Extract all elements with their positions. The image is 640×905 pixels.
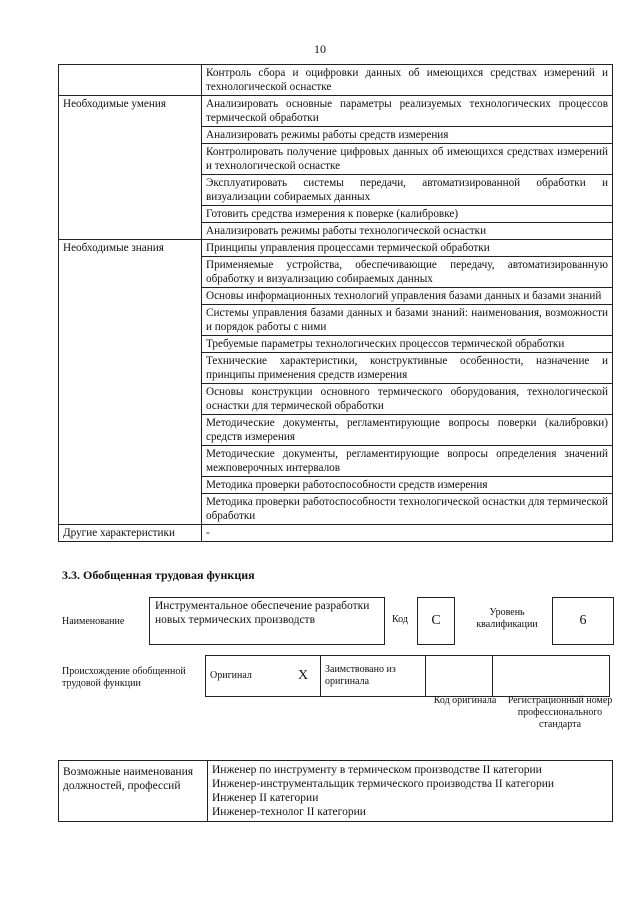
row-item: - bbox=[202, 525, 613, 542]
name-label: Наименование bbox=[62, 616, 125, 627]
original-mark: X bbox=[286, 656, 321, 697]
original-label: Оригинал bbox=[206, 656, 287, 697]
positions-label: Возможные наименования должностей, профессий bbox=[59, 761, 208, 822]
position-item: Инженер по инструменту в термическом производстве II категории bbox=[212, 764, 542, 776]
code-original-cell bbox=[426, 656, 493, 697]
reg-number-cell bbox=[493, 656, 610, 697]
row-item: Анализировать режимы работы технологической оснастки bbox=[202, 223, 613, 240]
reg-number-label: Регистрационный номер профессионального стандарта bbox=[507, 695, 613, 730]
positions-table bbox=[58, 760, 613, 822]
borrowed-label: Заимствовано из оригинала bbox=[321, 656, 426, 697]
row-item: Методика проверки работоспособности технологической оснастки для термической обработки bbox=[202, 494, 613, 525]
row-item: Контроль сбора и оцифровки данных об имеющихся средствах измерений и технологической оснастке bbox=[202, 65, 613, 96]
row-item: Основы информационных технологий управления базами данных и базами знаний bbox=[202, 288, 613, 305]
position-item: Инженер-технолог II категории bbox=[212, 806, 366, 818]
level-label: Уровень квалификации bbox=[476, 607, 538, 630]
row-item: Анализировать режимы работы средств измерения bbox=[202, 127, 613, 144]
position-item: Инженер-инструментальщик термического производства II категории bbox=[212, 778, 555, 790]
row-category: Другие характеристики bbox=[59, 525, 202, 542]
page-number: 10 bbox=[314, 42, 326, 56]
function-name-field: Инструментальное обеспечение разработки новых термических производств bbox=[149, 597, 385, 645]
row-item: Применяемые устройства, обеспечивающие передачу, автоматизированную обработку и визуализацию собираемых данных bbox=[202, 257, 613, 288]
table-row bbox=[59, 65, 613, 96]
code-original-label: Код оригинала bbox=[433, 695, 497, 706]
competency-table bbox=[58, 64, 613, 542]
table-row bbox=[59, 240, 613, 257]
origin-table bbox=[205, 655, 610, 697]
position-item: Инженер II категории bbox=[212, 792, 319, 804]
section-title: 3.3. Обобщенная трудовая функция bbox=[62, 568, 255, 582]
row-item: Методика проверки работоспособности средств измерения bbox=[202, 477, 613, 494]
row-item: Готовить средства измерения к поверке (калибровке) bbox=[202, 206, 613, 223]
row-item: Анализировать основные параметры реализуемых технологических процессов термической обработки bbox=[202, 96, 613, 127]
row-item: Методические документы, регламентирующие вопросы поверки (калибровки) средств измерения bbox=[202, 415, 613, 446]
row-item: Контролировать получение цифровых данных об имеющихся средствах измерений и технологической оснастке bbox=[202, 144, 613, 175]
row-item: Технические характеристики, конструктивные особенности, назначение и принципы применения средств измерения bbox=[202, 353, 613, 384]
table-row bbox=[59, 96, 613, 127]
level-value: 6 bbox=[552, 597, 614, 645]
row-item: Эксплуатировать системы передачи, автоматизированной обработки и визуализации собираемых данных bbox=[202, 175, 613, 206]
row-item: Методические документы, регламентирующие вопросы определения значений межповерочных интервалов bbox=[202, 446, 613, 477]
code-value: C bbox=[417, 597, 455, 645]
row-item: Системы управления базами данных и базами знаний: наименования, возможности и порядок работы с ними bbox=[202, 305, 613, 336]
origin-label: Происхождение обобщенной трудовой функции bbox=[62, 666, 186, 689]
code-label: Код bbox=[392, 614, 408, 625]
row-item: Принципы управления процессами термической обработки bbox=[202, 240, 613, 257]
row-category bbox=[59, 65, 202, 96]
row-category: Необходимые умения bbox=[59, 96, 202, 240]
row-item: Требуемые параметры технологических процессов термической обработки bbox=[202, 336, 613, 353]
row-category: Необходимые знания bbox=[59, 240, 202, 525]
table-row bbox=[59, 525, 613, 542]
row-item: Основы конструкции основного термического оборудования, технологической оснастки для термической обработки bbox=[202, 384, 613, 415]
positions-list bbox=[208, 761, 613, 822]
